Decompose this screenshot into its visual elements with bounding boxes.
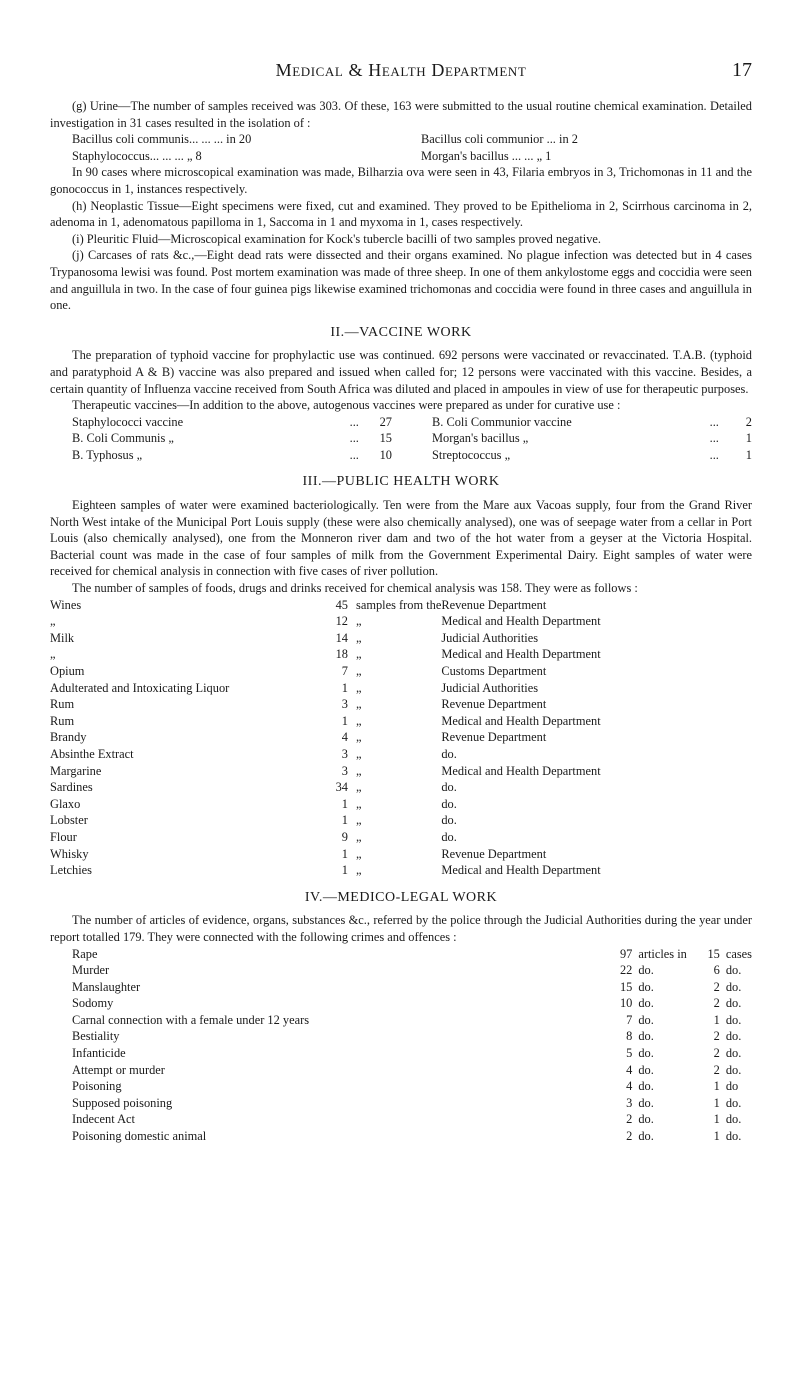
crime-cases-label: do. [725,1046,742,1061]
crime-cases-label: do. [725,1062,742,1077]
food-source: do. [441,829,457,844]
crime-articles: 97 [619,946,633,961]
crime-cases: 2 [713,996,720,1011]
crime-name: Rape [72,946,98,961]
food-unit: „ [356,829,362,844]
isolation-right: Bacillus coli communior ... in 2 [421,132,578,147]
isolation-right: Morgan's bacillus ... ... „ 1 [421,148,552,163]
crime-cases-label: cases [725,946,752,961]
food-source: do. [441,780,457,795]
crime-row [72,1111,752,1128]
food-item: Rum [50,713,75,728]
food-row [50,862,601,879]
vaccine-count: 10 [379,447,392,462]
public-health-heading: III.—PUBLIC HEALTH WORK [302,474,500,490]
crime-articles-label: do. [638,963,654,978]
vaccine-paragraph: The preparation of typhoid vaccine for prophylactic use was continued. 692 persons were vaccinated or revaccinated. T.A.B. (typhoid and paratyphoid A & B) vaccine was also prepared and issued when called for; 12 persons were vaccinated with this vaccine. Besides, a certain quantity of Influenza vaccine received from South Africa was diluted and placed in ampoules in view of use for therapeutic purposes. [50,348,752,396]
food-item: Adulterated and Intoxicating Liquor [50,680,230,695]
crime-articles: 2 [626,1129,633,1144]
crime-cases: 1 [713,1112,720,1127]
crimes-table [72,946,752,1145]
page-content [50,98,752,1145]
crime-name: Carnal connection with a female under 12 years [72,1012,310,1027]
food-item: Flour [50,829,77,844]
food-unit: „ [356,630,362,645]
food-source: do. [441,796,457,811]
food-source: Medical and Health Department [441,647,601,662]
food-row [50,829,601,846]
vaccine-name: B. Coli Communis „ [72,431,174,446]
crime-articles-label: do. [638,1012,654,1027]
crime-cases-label: do [725,1079,739,1094]
crime-cases-label: do. [725,1095,742,1110]
isolation-list [50,131,752,164]
vaccine-dots: ... [709,431,719,446]
crime-cases-label: do. [725,996,742,1011]
food-unit: „ [356,813,362,828]
food-quantity: 3 [341,697,348,712]
crime-cases: 2 [713,1046,720,1061]
food-quantity: 7 [341,664,348,678]
food-item: „ [50,647,56,662]
food-unit: „ [356,780,362,795]
food-row [50,680,601,697]
crime-articles: 8 [626,1029,633,1044]
vaccine-item [72,430,392,447]
crime-cases-label: do. [725,979,742,994]
food-row [50,696,601,713]
vaccine-list [50,414,752,464]
crime-cases-label: do. [725,963,742,978]
vaccine-dots: ... [709,414,719,429]
crime-name: Infanticide [72,1046,126,1061]
food-row [50,713,601,730]
food-row [50,613,601,630]
crime-row [72,1078,752,1095]
food-unit: „ [356,664,362,678]
crime-articles-label: do. [638,1129,654,1144]
crime-articles-label: do. [638,1112,654,1127]
crime-row [72,1028,752,1045]
food-quantity: 9 [341,829,348,844]
food-unit: „ [356,680,362,695]
food-quantity: 1 [341,680,348,695]
food-quantity: 45 [335,597,348,612]
vaccine-work-heading: II.—VACCINE WORK [330,324,472,340]
food-quantity: 4 [341,730,348,745]
page-number: 17 [732,59,752,81]
crime-articles-label: do. [638,996,654,1011]
food-source: Customs Department [441,664,547,678]
crime-cases-label: do. [725,1129,742,1144]
crime-articles: 10 [619,996,633,1011]
food-source: Revenue Department [441,846,547,861]
crime-row [72,1045,752,1062]
vaccine-column-left [72,414,392,464]
crime-articles: 5 [626,1046,633,1061]
vaccine-name: B. Coli Communior vaccine [432,414,572,429]
vaccine-dots: ... [709,447,719,462]
crime-articles-label: articles in [638,946,687,961]
food-item: Whisky [50,846,89,861]
isolation-row [72,131,752,148]
food-item: Rum [50,697,75,712]
food-item: Lobster [50,813,88,828]
vaccine-dots: ... [349,431,359,446]
crime-row [72,1012,752,1029]
food-quantity: 3 [341,763,348,778]
crime-cases: 2 [713,1062,720,1077]
food-unit: „ [356,647,362,662]
food-source: Revenue Department [441,730,547,745]
header-title: Medical & Health Department [275,60,527,80]
crime-name: Supposed poisoning [72,1095,173,1110]
food-unit: samples from the [356,597,442,612]
crime-cases-label: do. [725,1112,742,1127]
food-source: Medical and Health Department [441,713,601,728]
vaccine-dots: ... [349,414,359,429]
neoplastic-paragraph: (h) Neoplastic Tissue—Eight specimens were fixed, cut and examined. They proved to be Epithelioma in 2, Scirrhous carcinoma in 2, adenoma in 1, adenomatous papilloma in 1, Saccoma in 1 and myxoma in 1, cases respectively. [50,198,752,230]
crime-cases: 1 [713,1095,720,1110]
food-unit: „ [356,846,362,861]
running-header [50,59,752,86]
vaccine-column-right [432,414,752,464]
food-item: Brandy [50,730,87,745]
water-paragraph: Eighteen samples of water were examined bacteriologically. Ten were from the Mare aux Vacoas supply, four from the Grand River North West intake of the Municipal Port Louis supply (these were also chemically analysed), one was of seepage water from a cellar in Port Louis (also chemically analysed), one from the Monneron river dam and two of the hot water from a geyser at the Victoria Hospital. Bacterial count was made in the case of four samples of milk from the Government Experimental Dairy. Eight samples of water were received for chemical analysis in connection with five cases of river pollution. [50,498,752,579]
food-unit: „ [356,730,362,745]
food-source: do. [441,746,457,761]
food-source: do. [441,813,457,828]
food-item: Glaxo [50,796,81,811]
food-source: Medical and Health Department [441,763,601,778]
food-row [50,663,601,680]
food-row [50,746,601,763]
crime-articles-label: do. [638,1046,654,1061]
crime-row [72,1095,752,1112]
crime-cases-label: do. [725,1012,742,1027]
food-quantity: 1 [341,713,348,728]
vaccine-item [72,414,392,431]
food-quantity: 14 [335,630,348,645]
crime-cases-label: do. [725,1029,742,1044]
food-source: Judicial Authorities [441,680,539,695]
crime-name: Attempt or murder [72,1062,165,1077]
vaccine-count: 1 [745,447,752,462]
foods-table [50,597,601,879]
food-item: Opium [50,664,85,678]
urine-paragraph: (g) Urine—The number of samples received was 303. Of these, 163 were submitted to the usual routine chemical examination. Detailed investigation in 31 cases resulted in the isolation of : [50,99,752,130]
crime-cases: 1 [713,1012,720,1027]
vaccine-count: 1 [745,431,752,446]
food-item: Absinthe Extract [50,746,134,761]
crime-name: Sodomy [72,996,114,1011]
crime-cases: 6 [713,963,720,978]
medico-legal-paragraph: The number of articles of evidence, organs, substances &c., referred by the police through the Judicial Authorities during the year under report totalled 179. They were connected with the following crimes and offences : [50,913,752,944]
food-source: Medical and Health Department [441,863,601,878]
crime-name: Poisoning domestic animal [72,1129,207,1144]
food-row [50,763,601,780]
crime-cases: 1 [713,1129,720,1144]
food-unit: „ [356,763,362,778]
food-unit: „ [356,697,362,712]
vaccine-item [432,430,752,447]
crime-row [72,946,752,963]
vaccine-name: Streptococcus „ [432,447,511,462]
crime-articles: 15 [619,979,633,994]
medico-legal-heading: IV.—MEDICO-LEGAL WORK [304,889,498,905]
crime-row [72,1128,752,1145]
food-source: Revenue Department [441,697,547,712]
food-source: Medical and Health Department [441,614,601,629]
crime-row [72,995,752,1012]
food-quantity: 12 [335,614,348,629]
crime-name: Murder [72,963,110,978]
crime-articles-label: do. [638,1062,654,1077]
crime-name: Indecent Act [72,1112,135,1127]
vaccine-name: Staphylococci vaccine [72,414,184,429]
crime-row [72,979,752,996]
food-item: Wines [50,597,82,612]
vaccine-name: B. Typhosus „ [72,447,143,462]
food-quantity: 1 [341,796,348,811]
isolation-row [72,148,752,165]
food-row [50,846,601,863]
food-row [50,630,601,647]
food-unit: „ [356,713,362,728]
crime-name: Manslaughter [72,979,141,994]
food-row [50,812,601,829]
crime-articles-label: do. [638,979,654,994]
food-source: Judicial Authorities [441,630,539,645]
vaccine-count: 27 [379,414,392,429]
food-quantity: 18 [335,647,348,662]
crime-articles: 22 [619,963,633,978]
carcases-paragraph: (j) Carcases of rats &c.,—Eight dead rats were dissected and their organs examined. No plague infection was detected but in 4 cases Trypanosoma lewisi was found. Post mortem examination was made of three sheep. In one of them ankylostome eggs and coccidia were seen and anguillula in two. In the case of four guinea pigs likewise examined trichomonas and coccidia were found in three cases and anguillula in one. [50,248,752,313]
therapeutic-paragraph: Therapeutic vaccines—In addition to the above, autogenous vaccines were prepared as under for curative use : [72,398,621,413]
vaccine-dots: ... [349,447,359,462]
food-unit: „ [356,614,362,629]
vaccine-count: 2 [745,414,752,429]
crime-cases: 15 [707,946,720,961]
vaccine-item [432,447,752,464]
food-row [50,646,601,663]
crime-articles-label: do. [638,1079,654,1094]
food-unit: „ [356,746,362,761]
food-row [50,597,601,614]
food-row [50,779,601,796]
isolation-left: Bacillus coli communis... ... ... in 20 [72,132,252,147]
food-source: Revenue Department [441,597,547,612]
crime-articles-label: do. [638,1029,654,1044]
crime-row [72,962,752,979]
food-row [50,729,601,746]
food-item: „ [50,614,56,629]
food-quantity: 34 [335,780,348,795]
vaccine-name: Morgan's bacillus „ [432,431,529,446]
crime-articles: 4 [626,1079,633,1094]
food-unit: „ [356,863,362,878]
foods-intro-paragraph: The number of samples of foods, drugs and drinks received for chemical analysis was 158. They were as follows : [72,581,638,596]
crime-name: Poisoning [72,1079,122,1094]
food-quantity: 1 [341,863,348,878]
food-quantity: 3 [341,746,348,761]
crime-cases: 1 [713,1079,720,1094]
food-unit: „ [356,796,362,811]
food-row [50,796,601,813]
food-item: Letchies [50,863,92,878]
food-item: Sardines [50,780,93,795]
food-quantity: 1 [341,846,348,861]
crime-name: Bestiality [72,1029,120,1044]
crime-cases: 2 [713,979,720,994]
crime-articles: 2 [626,1112,633,1127]
vaccine-item [432,414,752,431]
food-item: Milk [50,630,75,645]
urine-microscopy-paragraph: In 90 cases where microscopical examination was made, Bilharzia ova were seen in 43, Filaria embryos in 3, Trichomonas in 11 and the gonococcus in 1, instances respectively. [50,165,752,196]
crime-articles: 3 [626,1095,633,1110]
food-quantity: 1 [341,813,348,828]
vaccine-count: 15 [379,431,392,446]
crime-row [72,1062,752,1079]
crime-cases: 2 [713,1029,720,1044]
crime-articles-label: do. [638,1095,654,1110]
crime-articles: 4 [626,1062,633,1077]
crime-articles: 7 [626,1012,633,1027]
isolation-left: Staphylococcus... ... ... „ 8 [72,148,202,163]
food-item: Margarine [50,763,102,778]
vaccine-item [72,447,392,464]
pleuritic-paragraph: (i) Pleuritic Fluid—Microscopical examination for Kock's tubercle bacilli of two samples proved negative. [72,231,602,246]
